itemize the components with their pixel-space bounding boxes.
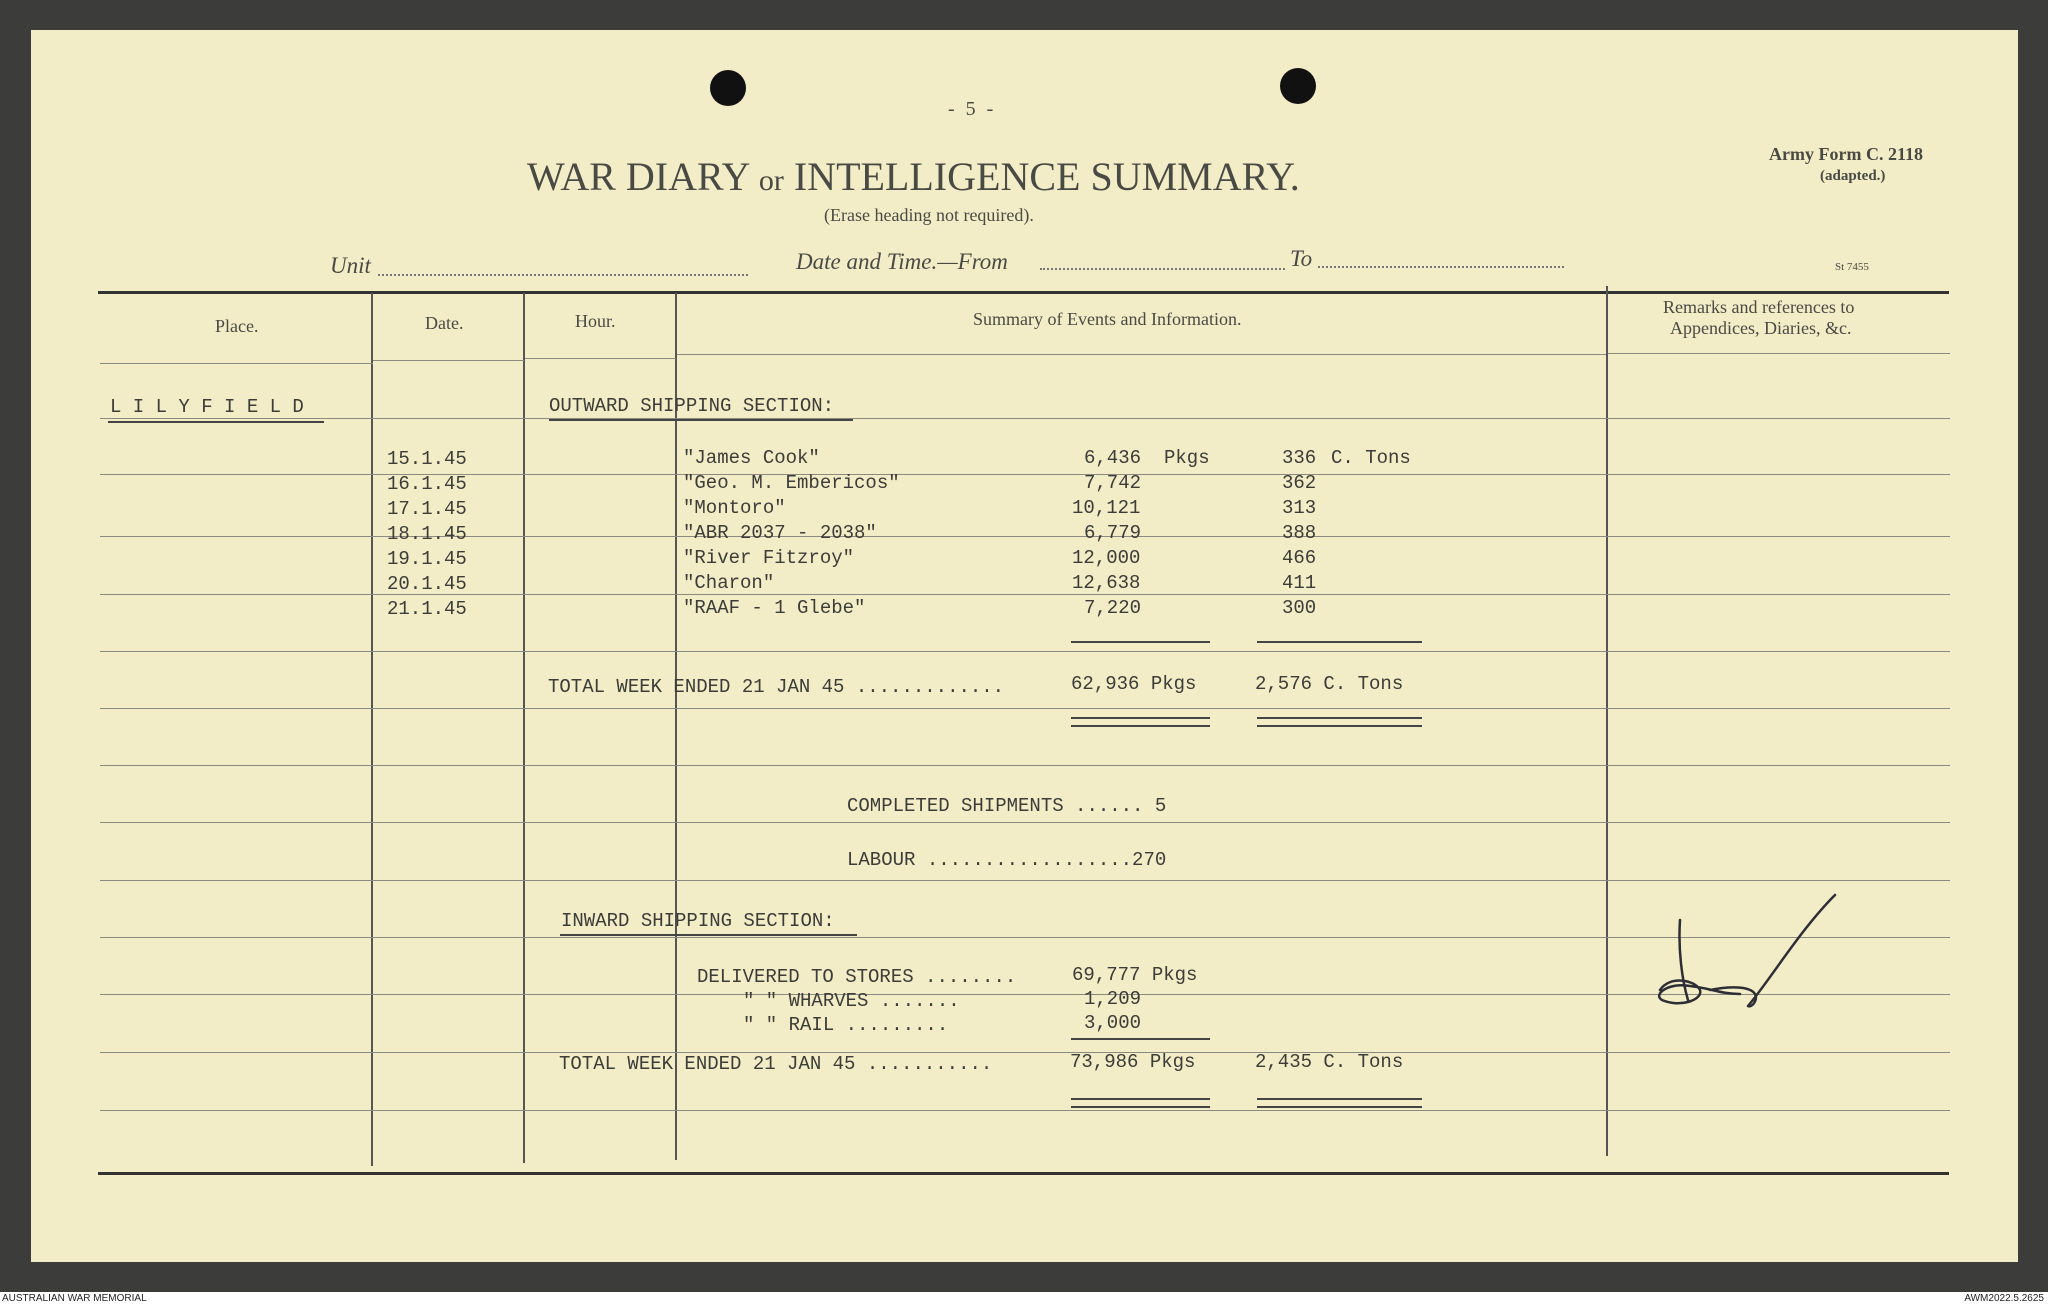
table-cell-tons: 336 bbox=[1282, 447, 1317, 469]
ruled-line bbox=[100, 474, 1950, 475]
place-name: L I L Y F I E L D bbox=[110, 396, 304, 418]
table-cell-date: 20.1.45 bbox=[387, 573, 467, 595]
column-header-date: Date. bbox=[425, 313, 464, 333]
ruled-line bbox=[100, 822, 1950, 823]
inward-total-packages: 73,986 Pkgs bbox=[1070, 1051, 1196, 1073]
table-cell-packages: 6,436 bbox=[1084, 447, 1142, 469]
column-header-remarks: Appendices, Diaries, &c. bbox=[1670, 318, 1852, 338]
completed-shipments: COMPLETED SHIPMENTS ...... 5 bbox=[847, 795, 1167, 817]
column-header-hour: Hour. bbox=[575, 311, 616, 331]
page-number: - 5 - bbox=[948, 98, 997, 120]
form-adapted: (adapted.) bbox=[1820, 168, 1886, 184]
page-subtitle: (Erase heading not required). bbox=[824, 205, 1034, 225]
outward-total-label: TOTAL WEEK ENDED 21 JAN 45 ............. bbox=[548, 676, 1005, 698]
ruled-line bbox=[525, 358, 676, 359]
table-cell-date: 16.1.45 bbox=[387, 473, 467, 495]
table-cell-tons: 300 bbox=[1282, 597, 1317, 619]
column-header-remarks: Remarks and references to bbox=[1663, 297, 1855, 317]
table-cell-packages: 6,779 bbox=[1084, 522, 1142, 544]
inward-total-label: TOTAL WEEK ENDED 21 JAN 45 ........... bbox=[559, 1053, 993, 1075]
date-time-label: Date and Time.—From bbox=[796, 249, 1008, 274]
table-cell-vessel: "Charon" bbox=[683, 572, 775, 594]
inward-heading: INWARD SHIPPING SECTION: bbox=[561, 910, 835, 932]
table-bottom-rule bbox=[98, 1172, 1949, 1175]
table-cell-vessel: "RAAF - 1 Glebe" bbox=[683, 597, 866, 619]
ruled-line bbox=[100, 594, 1950, 595]
archive-name: AUSTRALIAN WAR MEMORIAL bbox=[2, 1293, 147, 1304]
table-cell-tons: 388 bbox=[1282, 522, 1317, 544]
subtotal-rule bbox=[1071, 1038, 1210, 1040]
tons-unit: C. Tons bbox=[1331, 447, 1411, 469]
ruled-line bbox=[100, 765, 1950, 766]
outward-heading: OUTWARD SHIPPING SECTION: bbox=[549, 395, 835, 417]
table-cell-packages: 12,638 bbox=[1072, 572, 1141, 594]
to-field bbox=[1318, 266, 1564, 268]
total-double-rule bbox=[1071, 717, 1210, 727]
ruled-line bbox=[100, 1052, 1950, 1053]
ruled-line bbox=[1608, 353, 1950, 354]
handwritten-signature bbox=[1640, 890, 1840, 1030]
ruled-line bbox=[100, 536, 1950, 537]
inward-total-tons: 2,435 C. Tons bbox=[1255, 1051, 1404, 1073]
ruled-line bbox=[100, 880, 1950, 881]
subtotal-rule bbox=[1257, 641, 1422, 643]
subtotal-rule bbox=[1071, 641, 1210, 643]
table-cell-packages: 7,220 bbox=[1084, 597, 1142, 619]
outward-total-packages: 62,936 Pkgs bbox=[1071, 673, 1197, 695]
total-double-rule bbox=[1257, 717, 1422, 727]
table-cell-date: 15.1.45 bbox=[387, 448, 467, 470]
inward-heading-underline bbox=[560, 934, 857, 936]
column-divider bbox=[371, 293, 373, 1166]
column-divider bbox=[523, 293, 525, 1163]
table-cell-vessel: "Montoro" bbox=[683, 497, 786, 519]
page-title: WAR DIARY or INTELLIGENCE SUMMARY. bbox=[527, 154, 1300, 199]
ruled-line bbox=[677, 354, 1606, 355]
inward-row-value: 69,777 Pkgs bbox=[1072, 964, 1198, 986]
table-cell-vessel: "Geo. M. Embericos" bbox=[683, 472, 900, 494]
table-cell-vessel: "James Cook" bbox=[683, 447, 820, 469]
punch-hole-right bbox=[1280, 68, 1316, 104]
ruled-line bbox=[100, 708, 1950, 709]
inward-row-value: 1,209 bbox=[1084, 988, 1142, 1010]
labour-count: LABOUR ..................270 bbox=[847, 849, 1167, 871]
form-reference: Army Form C. 2118 bbox=[1769, 144, 1923, 164]
ruled-line bbox=[100, 363, 373, 364]
packages-unit: Pkgs bbox=[1164, 447, 1210, 469]
table-cell-tons: 411 bbox=[1282, 572, 1317, 594]
table-cell-packages: 7,742 bbox=[1084, 472, 1142, 494]
total-double-rule bbox=[1257, 1098, 1422, 1108]
ruled-line bbox=[100, 418, 1950, 419]
inward-row-label: DELIVERED TO STORES ........ bbox=[697, 966, 1017, 988]
outward-heading-underline bbox=[549, 419, 853, 421]
ruled-line bbox=[373, 360, 524, 361]
unit-label: Unit bbox=[330, 253, 371, 278]
inward-row-value: 3,000 bbox=[1084, 1012, 1142, 1034]
table-cell-packages: 10,121 bbox=[1072, 497, 1141, 519]
unit-field bbox=[378, 274, 748, 276]
outward-total-tons: 2,576 C. Tons bbox=[1255, 673, 1404, 695]
total-double-rule bbox=[1071, 1098, 1210, 1108]
ruled-line bbox=[100, 1110, 1950, 1111]
column-divider bbox=[675, 293, 677, 1160]
column-header-place: Place. bbox=[215, 316, 259, 336]
table-cell-date: 18.1.45 bbox=[387, 523, 467, 545]
stock-code: St 7455 bbox=[1835, 261, 1869, 273]
table-cell-vessel: "ABR 2037 - 2038" bbox=[683, 522, 877, 544]
inward-row-label: " " RAIL ......... bbox=[743, 1014, 949, 1036]
table-cell-packages: 12,000 bbox=[1072, 547, 1141, 569]
column-header-summary: Summary of Events and Information. bbox=[973, 309, 1242, 329]
to-label: To bbox=[1290, 246, 1313, 271]
table-cell-tons: 362 bbox=[1282, 472, 1317, 494]
ruled-line bbox=[100, 651, 1950, 652]
archive-reference: AWM2022.5.2625 bbox=[1964, 1293, 2044, 1304]
column-divider bbox=[1606, 286, 1608, 1156]
table-cell-date: 17.1.45 bbox=[387, 498, 467, 520]
archive-footer bbox=[0, 1292, 2048, 1306]
table-cell-tons: 313 bbox=[1282, 497, 1317, 519]
table-top-rule bbox=[98, 291, 1949, 294]
table-cell-vessel: "River Fitzroy" bbox=[683, 547, 855, 569]
place-underline bbox=[108, 421, 324, 423]
table-cell-tons: 466 bbox=[1282, 547, 1317, 569]
from-field bbox=[1040, 268, 1285, 270]
table-cell-date: 19.1.45 bbox=[387, 548, 467, 570]
inward-row-label: " " WHARVES ....... bbox=[743, 990, 960, 1012]
punch-hole-left bbox=[710, 70, 746, 106]
table-cell-date: 21.1.45 bbox=[387, 598, 467, 620]
